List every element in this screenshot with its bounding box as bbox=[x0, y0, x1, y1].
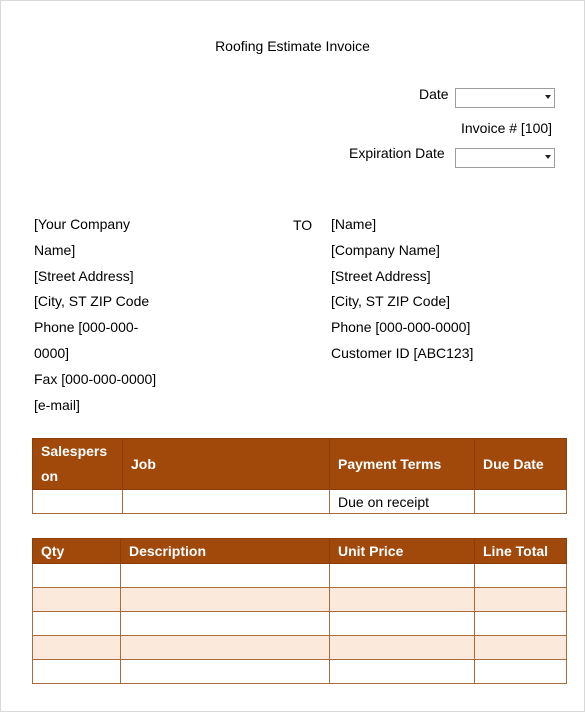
line-total-cell[interactable] bbox=[475, 660, 567, 684]
line-total-cell[interactable] bbox=[475, 612, 567, 636]
unit-price-cell[interactable] bbox=[330, 612, 475, 636]
unit-price-cell[interactable] bbox=[330, 636, 475, 660]
recipient-line: [Company Name] bbox=[331, 241, 440, 258]
sender-line: Name] bbox=[34, 241, 76, 258]
expiration-date-label: Expiration Date bbox=[349, 145, 445, 161]
line-total-cell[interactable] bbox=[475, 636, 567, 660]
description-cell[interactable] bbox=[121, 636, 330, 660]
qty-cell[interactable] bbox=[33, 636, 121, 660]
table-row bbox=[33, 564, 567, 588]
qty-cell[interactable] bbox=[33, 564, 121, 588]
col-header-salesperson: Salesperson bbox=[33, 439, 123, 490]
description-cell[interactable] bbox=[121, 564, 330, 588]
sender-line: [Street Address] bbox=[34, 267, 134, 284]
table-row bbox=[33, 588, 567, 612]
table-row bbox=[33, 612, 567, 636]
recipient-line: [Street Address] bbox=[331, 267, 431, 284]
col-header-qty: Qty bbox=[33, 539, 121, 564]
date-label: Date bbox=[419, 86, 449, 102]
description-cell[interactable] bbox=[121, 588, 330, 612]
recipient-line: [Name] bbox=[331, 216, 377, 232]
sender-line: Phone [000-000- bbox=[34, 319, 139, 336]
recipient-line: Customer ID [ABC123] bbox=[331, 344, 474, 361]
qty-cell[interactable] bbox=[33, 660, 121, 684]
job-cell[interactable] bbox=[123, 490, 330, 514]
col-header-description: Description bbox=[121, 539, 330, 564]
col-header-unit-price: Unit Price bbox=[330, 539, 475, 564]
sender-line: [e-mail] bbox=[34, 396, 80, 413]
sender-line: Fax [000-000-0000] bbox=[34, 370, 157, 387]
table-row bbox=[33, 636, 567, 660]
table-row bbox=[33, 490, 567, 514]
invoice-number: Invoice # [100] bbox=[461, 120, 553, 136]
items-table-header bbox=[33, 539, 567, 564]
chevron-down-icon bbox=[545, 155, 551, 159]
line-total-cell[interactable] bbox=[475, 564, 567, 588]
due-date-cell[interactable] bbox=[475, 490, 567, 514]
job-table bbox=[32, 438, 567, 514]
salesperson-cell[interactable] bbox=[33, 490, 123, 514]
expiration-date-dropdown[interactable] bbox=[455, 148, 555, 168]
recipient-line: Phone [000-000-0000] bbox=[331, 319, 471, 336]
sender-line: 0000] bbox=[34, 344, 70, 361]
date-dropdown[interactable] bbox=[455, 88, 555, 108]
job-table-header bbox=[33, 439, 567, 490]
unit-price-cell[interactable] bbox=[330, 588, 475, 612]
sender-address bbox=[34, 212, 156, 418]
col-header-job: Job bbox=[123, 439, 330, 490]
to-label: TO bbox=[293, 217, 313, 233]
unit-price-cell[interactable] bbox=[330, 564, 475, 588]
payment-terms-cell[interactable]: Due on receipt bbox=[330, 490, 475, 514]
col-header-due-date: Due Date bbox=[475, 439, 567, 490]
qty-cell[interactable] bbox=[33, 588, 121, 612]
description-cell[interactable] bbox=[121, 612, 330, 636]
sender-line: [City, ST ZIP Code bbox=[34, 293, 150, 310]
table-row bbox=[33, 660, 567, 684]
qty-cell[interactable] bbox=[33, 612, 121, 636]
sender-line: [Your Company bbox=[34, 216, 130, 232]
col-header-payment-terms: Payment Terms bbox=[330, 439, 475, 490]
invoice-title: Roofing Estimate Invoice bbox=[215, 38, 370, 54]
description-cell[interactable] bbox=[121, 660, 330, 684]
recipient-line: [City, ST ZIP Code] bbox=[331, 293, 451, 310]
recipient-address bbox=[331, 212, 473, 367]
unit-price-cell[interactable] bbox=[330, 660, 475, 684]
line-total-cell[interactable] bbox=[475, 588, 567, 612]
items-table bbox=[32, 538, 567, 684]
chevron-down-icon bbox=[545, 95, 551, 99]
col-header-line-total: Line Total bbox=[475, 539, 567, 564]
